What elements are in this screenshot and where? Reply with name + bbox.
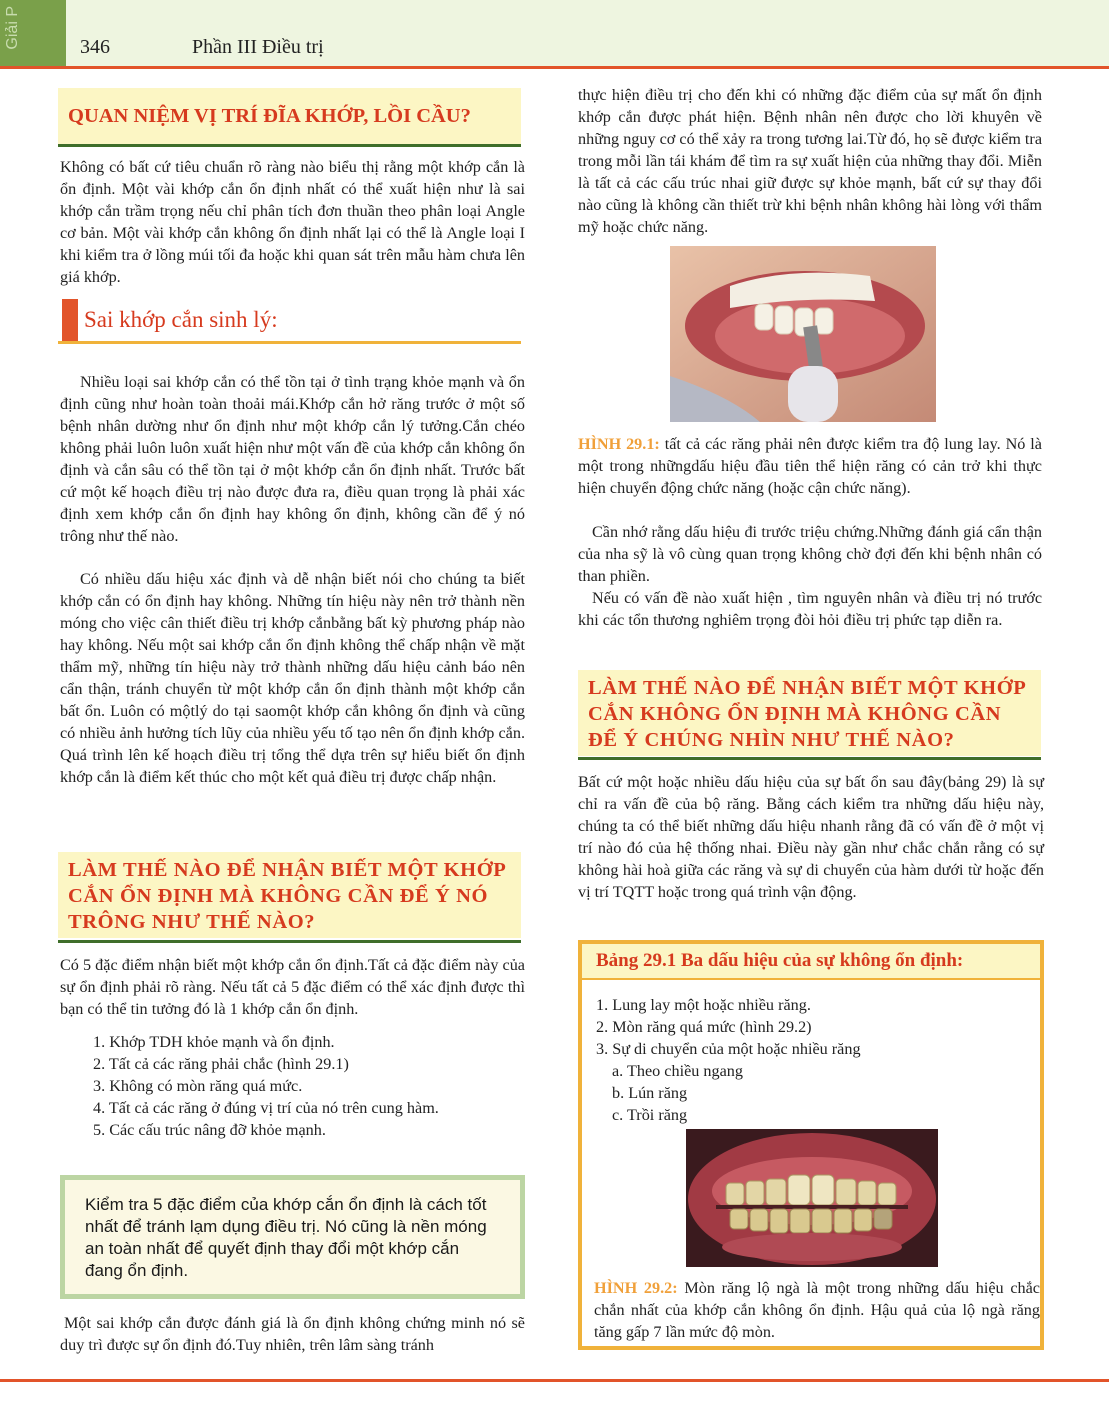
paragraph-physiologic: Nhiều loại sai khớp cắn có thể tồn tại ở tình trạng khỏe mạnh và ổn định cũng như hoàn toàn thoải mái.Khớp cắn hở răng trước ở một số bệnh nhân dường như ổn định như một khớp cắn lý tưởng.Cắn chéo không phải luôn luôn xuất hiện như một vấn đề của khớp cắn không ổn định và cắn sâu có thể tồn tại ở một khớp cắn ổn định nhất. Trước bất cứ một kế hoạch điều trị nào được đưa ra, điều quan trọng là phải xác định xem khớp cắn ổn định hay không ổn định, không cần để ý nó trông như thế nào. — [60, 373, 525, 545]
heading-underline — [58, 144, 521, 147]
caption-text: Mòn răng lộ ngà là một trong những dấu hiệu chắc chắn nhất của khớp cắn không ổn định. Hậu quả của lộ ngà răng tăng gấp 7 lần mức độ mòn. — [594, 1279, 1040, 1341]
table-body — [582, 980, 1040, 1126]
page-number: 346 — [80, 36, 110, 58]
table-title: Bảng 29.1 Ba dấu hiệu của sự không ổn định: — [582, 944, 1040, 980]
figure-29-1-caption — [578, 433, 1042, 499]
figure-29-2-caption — [594, 1277, 1040, 1343]
table-item: 3. Sự di chuyển của một hoặc nhiều răng — [596, 1040, 861, 1058]
section-heading-stable-occlusion: LÀM THẾ NÀO ĐỂ NHẬN BIẾT MỘT KHỚP CẮN ỔN ĐỊNH MÀ KHÔNG CẦN ĐỂ Ý NÓ TRÔNG NHƯ THẾ NÀO? — [58, 852, 521, 938]
list-item: 2. Tất cả các răng phải chắc (hình 29.1) — [93, 1055, 349, 1073]
list-item: 3. Không có mòn răng quá mức. — [93, 1077, 303, 1095]
footer-divider — [0, 1379, 1109, 1382]
paragraph-instability-signs: Bất cứ một hoặc nhiều dấu hiệu của sự bất ổn sau đây(bảng 29) là sự chỉ ra vấn đề của bộ răng. Bằng cách kiểm tra những dấu hiệu này, chúng ta có thể biết những dấu hiệu nhanh rằng đã có vấn đề ở một vị trí nào đó của hệ thống nhai. Điều này gần như chắc chắn rằng có sự không hài hoà giữa các răng và sự di chuyển của hàm dưới từ hoặc đến vị trí TQTT hoặc trong quá trình vận động. — [578, 773, 1044, 901]
table-subitem: c. Trồi răng — [612, 1106, 688, 1124]
figure-29-2-photo — [686, 1129, 938, 1267]
side-tab — [0, 0, 66, 66]
paragraph-five-features: Có 5 đặc điểm nhận biết một khớp cắn ổn định.Tất cả đặc điểm này của sự ổn định phải rõ ràng. Nếu tất cả 5 đặc điểm có thể xác định được thì bạn có thể tin tưởng đó là 1 khớp cắn ổn định. — [60, 956, 525, 1018]
subheading-physiologic-malocclusion: Sai khớp cắn sinh lý: — [84, 307, 278, 332]
side-tab-text: Giải P — [4, 6, 21, 50]
section-heading-disc-condyle: QUAN NIỆM VỊ TRÍ ĐĨA KHỚP, LỒI CẦU? — [58, 88, 521, 144]
caption-text: tất cả các răng phải nên được kiểm tra độ lung lay. Nó là một trong nhữngdấu hiệu đầu tiên thể hiện răng có cản trở khi thực hiện chuyển động chức năng (hoặc cận chức năng). — [578, 435, 1042, 497]
heading-underline — [578, 757, 1041, 760]
figure-label: HÌNH 29.2: — [594, 1279, 678, 1297]
header-divider — [0, 66, 1109, 69]
running-head: Phần III Điều trị — [192, 36, 324, 58]
paragraph-signs: Có nhiều dấu hiệu xác định và dễ nhận biết nói cho chúng ta biết khớp cắn có ổn định hay không. Những tín hiệu này nên trở thành nền móng cho việc cân thiết điều trị khớp cắnbằng bất kỳ phương pháp nào hay không. Nếu một sai khớp cắn ổn định không thể chấp nhận về mặt thẩm mỹ, những tín hiệu này trở thành những dấu hiệu cảnh báo nên cẩn thận, tránh chuyển từ một khớp cắn ổn định thành một khớp cắn bất ổn. Luôn có mộtlý do tại saomột khớp cắn không ổn định và cũng có nhiều ảnh hưởng tích lũy của nhiều yếu tố tạo nên ổn định khớp cắn. Quá trình lên kế hoạch điều trị tổng thể dựa trên sự hiểu biết ổn định khớp cắn là điểm kết thúc cho một kết quả điều trị được chấp nhận. — [60, 570, 525, 786]
paragraph-assessment: Một sai khớp cắn được đánh giá là ổn định không chứng minh nó sẽ duy trì được sự ổn định đó.Tuy nhiên, trên lâm sàng tránh — [60, 1314, 525, 1354]
subheading-marker — [62, 299, 78, 341]
list-item: 5. Các cấu trúc nâng đỡ khỏe mạnh. — [93, 1121, 326, 1139]
paragraph-intro: Không có bất cứ tiêu chuẩn rõ ràng nào biểu thị rằng một khớp cắn là ổn định. Một vài khớp cắn ổn định nhất có thể xuất hiện như là sai khớp cắn trầm trọng nếu chỉ phân tích đơn thuần theo phân loại Angle cơ bản. Một vài khớp cắn không ổn định nhất lại có thể là Angle loại I khi kiểm tra ở lồng múi tối đa hoặc khi quan sát trên mẫu hàm chưa lên giá khớp. — [60, 158, 525, 286]
paragraph-find-cause: Nếu có vấn đề nào xuất hiện , tìm nguyên nhân và điều trị nó trước khi các tổn thương nghiêm trọng đòi hỏi điều trị phức tạp diễn ra. — [578, 589, 1042, 629]
list-item: 4. Tất cả các răng ở đúng vị trí của nó trên cung hàm. — [93, 1099, 439, 1117]
heading-underline — [58, 940, 521, 943]
stable-features-list — [93, 1031, 523, 1141]
callout-box — [60, 1175, 525, 1299]
table-subitem: a. Theo chiều ngang — [612, 1062, 743, 1080]
paragraph-continued: thực hiện điều trị cho đến khi có những đặc điểm của sự mất ổn định khớp cắn được phát hiện. Bệnh nhân nên được cho lời khuyên về những nguy cơ có thể xảy ra trong tương lai.Từ đó, họ sẽ được kiểm tra trong mỗi lần tái khám để tìm ra sự xuất hiện của những thay đổi. Miễn là tất cả các cấu trúc nhai giữ được sự khỏe mạnh, bất cứ sự thay đổi nào cũng là không cần thiết trừ khi bệnh nhân không hài lòng với thẩm mỹ hoặc chức năng. — [578, 86, 1043, 236]
table-subitem: b. Lún răng — [612, 1084, 688, 1102]
table-item: 2. Mòn răng quá mức (hình 29.2) — [596, 1018, 812, 1036]
figure-label: HÌNH 29.1: — [578, 435, 660, 453]
callout-text: Kiểm tra 5 đặc điểm của khớp cắn ổn định là cách tốt nhất để tránh lạm dụng điều trị. Nó cũng là nền móng an toàn nhất để quyết định thay đổi một khớp cắn đang ổn định. — [85, 1195, 487, 1280]
subheading-underline — [58, 341, 521, 344]
page-header — [0, 0, 1109, 66]
section-heading-unstable-occlusion: LÀM THẾ NÀO ĐỂ NHẬN BIẾT MỘT KHỚP CẮN KHÔNG ỔN ĐỊNH MÀ KHÔNG CẦN ĐỂ Ý CHÚNG NHÌN NHƯ THẾ NÀO? — [578, 670, 1041, 756]
paragraph-signs-before-symptoms: Cần nhớ rằng dấu hiệu đi trước triệu chứng.Những đánh giá cẩn thận của nha sỹ là vô cùng quan trọng không chờ đợi đến khi bệnh nhân có than phiền. — [578, 523, 1042, 585]
list-item: 1. Khớp TDH khỏe mạnh và ổn định. — [93, 1033, 335, 1051]
figure-29-1-photo — [670, 246, 936, 422]
table-item: 1. Lung lay một hoặc nhiều răng. — [596, 996, 811, 1014]
